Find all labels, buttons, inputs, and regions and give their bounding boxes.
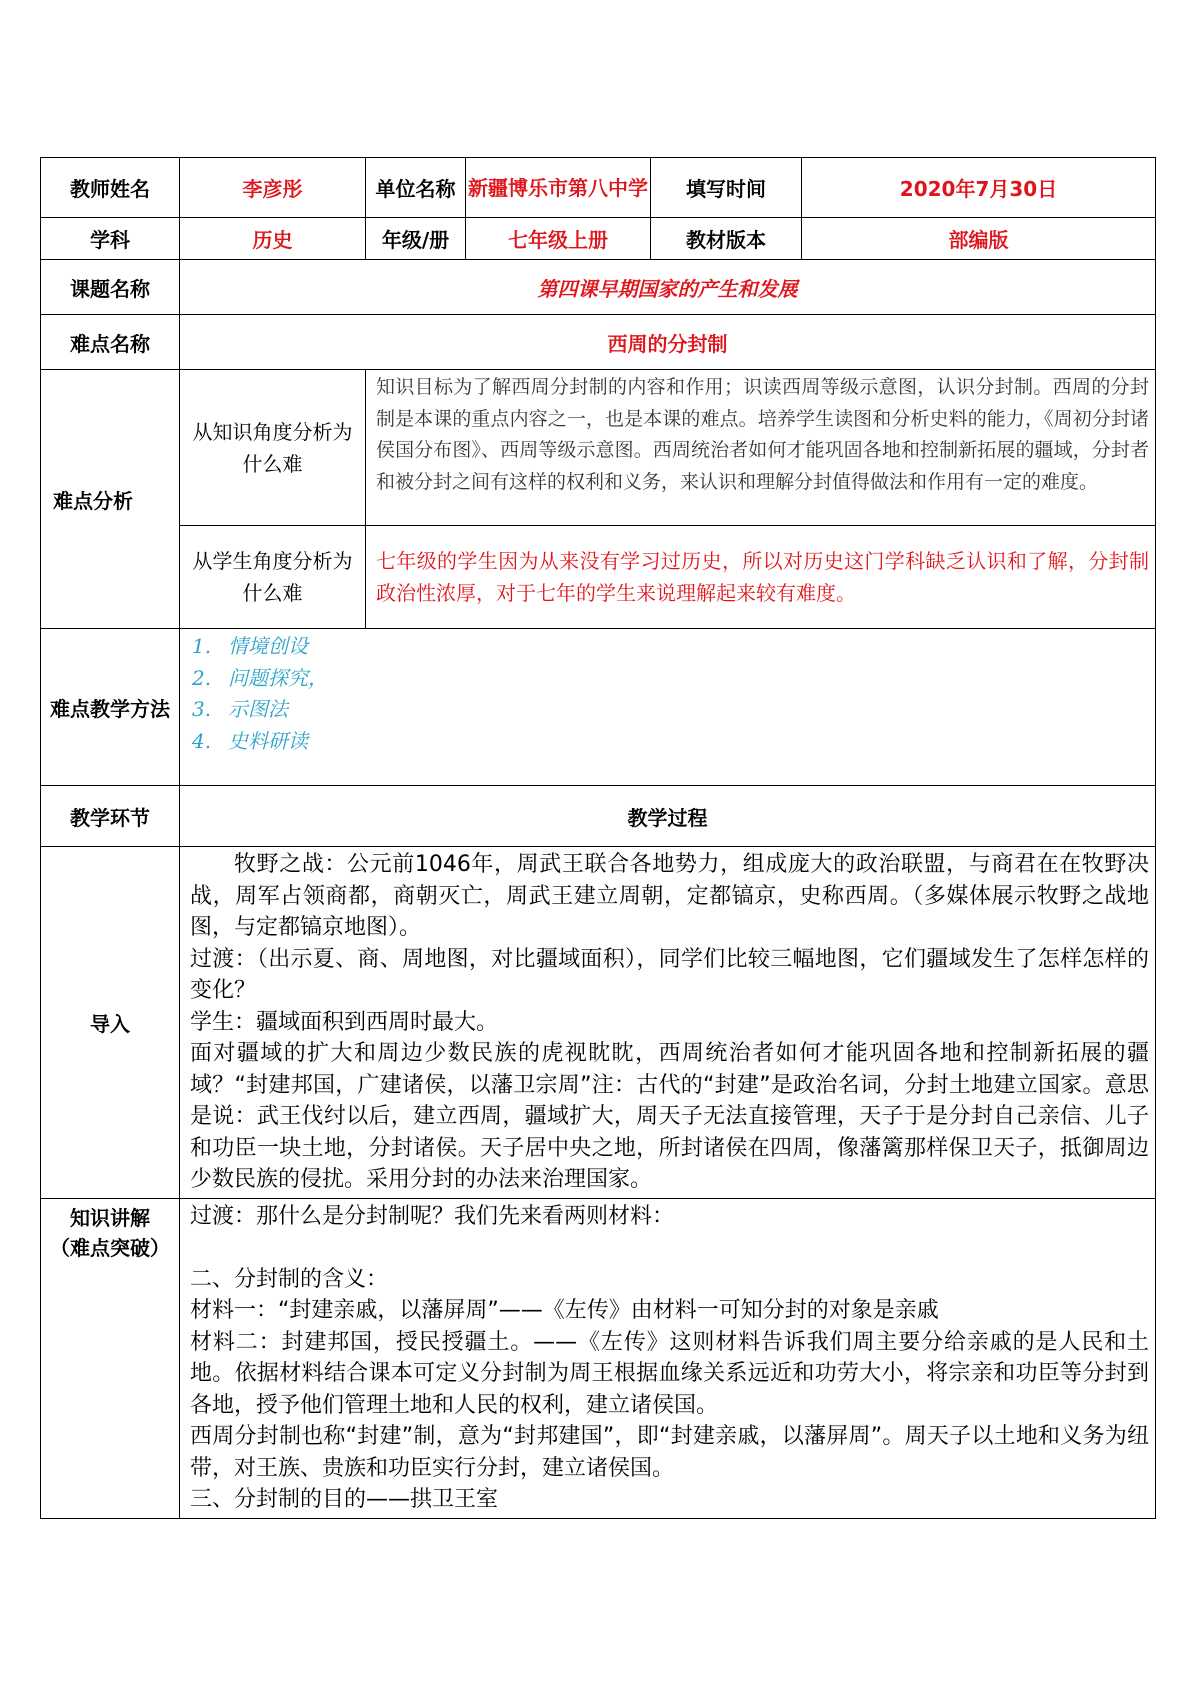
header-row-2 xyxy=(41,218,1156,260)
methods-row xyxy=(41,629,1156,786)
intro-paragraph: 学生：疆域面积到西周时最大。 xyxy=(190,1009,499,1035)
lesson-plan-table xyxy=(40,157,1156,1519)
difficulty-row xyxy=(41,315,1156,370)
method-number: 2. xyxy=(192,665,212,690)
knowledge-paragraph: 二、分封制的含义： xyxy=(190,1266,389,1292)
grade-value: 七年级上册 xyxy=(466,218,651,260)
lesson-plan-document xyxy=(40,157,1155,1519)
methods-list xyxy=(180,629,1156,786)
knowledge-angle-label xyxy=(180,370,366,526)
method-item xyxy=(192,726,1155,758)
analysis-label: 难点分析 xyxy=(41,370,180,629)
analysis-row-student xyxy=(41,526,1156,629)
knowledge-angle-text: 知识目标为了解西周分封制的内容和作用；识读西周等级示意图，认识分封制。西周的分封制是本课的重点内容之一，也是本课的难点。培养学生读图和分析史料的能力，《周初分封诸侯国分布图》、西周等级示意图。西周统治者如何才能巩固各地和控制新拓展的疆域，分封者和被分封之间有这样的权利和义务，来认识和理解分封值得做法和作用有一定的难度。 xyxy=(366,370,1156,526)
unit-value: 新疆博乐市第八中学 xyxy=(466,158,651,218)
edition-value: 部编版 xyxy=(802,218,1156,260)
knowledge-paragraph: 西周分封制也称“封建”制，意为“封邦建国”，即“封建亲戚，以藩屏周”。周天子以土地和义务为纽带，对王族、贵族和功臣实行分封，建立诸侯国。 xyxy=(190,1424,1149,1481)
knowledge-label-line-1: 知识讲解 xyxy=(70,1205,150,1230)
header-row-1 xyxy=(41,158,1156,218)
student-angle-text: 七年级的学生因为从来没有学习过历史，所以对历史这门学科缺乏认识和了解，分封制政治性浓厚，对于七年的学生来说理解起来较有难度。 xyxy=(366,526,1156,629)
intro-paragraph: 过渡：（出示夏、商、周地图，对比疆域面积），同学们比较三幅地图，它们疆域发生了怎样怎样的变化？ xyxy=(190,946,1149,1003)
knowledge-paragraph: 三、分封制的目的——拱卫王室 xyxy=(190,1487,499,1512)
unit-label: 单位名称 xyxy=(366,158,466,218)
analysis-row-knowledge xyxy=(41,370,1156,526)
process-header-label: 教学环节 xyxy=(41,786,180,847)
topic-row xyxy=(41,260,1156,315)
date-label: 填写时间 xyxy=(651,158,802,218)
knowledge-content xyxy=(180,1198,1156,1518)
teacher-value: 李彦彤 xyxy=(180,158,366,218)
method-text: 情境创设 xyxy=(228,634,308,658)
knowledge-angle-label-line-2: 什么难 xyxy=(242,451,303,476)
knowledge-paragraph: 过渡：那什么是分封制呢？我们先来看两则材料： xyxy=(190,1203,675,1229)
knowledge-angle-label-line-1: 从知识角度分析为 xyxy=(192,419,353,444)
process-header-row xyxy=(41,786,1156,847)
method-item xyxy=(192,694,1155,726)
method-number: 3. xyxy=(192,697,212,721)
method-text: 问题探究， xyxy=(228,665,328,690)
student-angle-label-line-1: 从学生角度分析为 xyxy=(192,549,353,573)
method-text: 示图法 xyxy=(228,697,288,721)
methods-label: 难点教学方法 xyxy=(41,629,180,786)
topic-label: 课题名称 xyxy=(41,260,180,315)
subject-label: 学科 xyxy=(41,218,180,260)
method-item xyxy=(192,631,1155,663)
subject-value: 历史 xyxy=(180,218,366,260)
difficulty-label: 难点名称 xyxy=(41,315,180,370)
difficulty-value: 西周的分封制 xyxy=(180,315,1156,370)
intro-paragraph: 牧野之战：公元前1046年，周武王联合各地势力，组成庞大的政治联盟，与商君在在牧野决战，周军占领商都，商朝灭亡，周武王建立周朝，定都镐京，史称西周。（多媒体展示牧野之战地图，与定都镐京地图）。 xyxy=(190,852,1149,940)
student-angle-label-line-2: 什么难 xyxy=(242,581,303,605)
grade-label: 年级/册 xyxy=(366,218,466,260)
intro-paragraph: 面对疆域的扩大和周边少数民族的虎视眈眈，西周统治者如何才能巩固各地和控制新拓展的疆域？“封建邦国，广建诸侯，以藩卫宗周”注：古代的“封建”是政治名词，分封土地建立国家。意思是说：武王伐纣以后，建立西周，疆域扩大，周天子无法直接管理，天子于是分封自己亲信、儿子和功臣一块土地，分封诸侯。天子居中央之地，所封诸侯在四周，像藩篱那样保卫天子，抵御周边少数民族的侵扰。采用分封的办法来治理国家。 xyxy=(190,1041,1149,1192)
knowledge-row xyxy=(41,1198,1156,1518)
knowledge-paragraph: 材料一：“封建亲戚，以藩屏周”——《左传》由材料一可知分封的对象是亲戚 xyxy=(190,1298,939,1323)
intro-row xyxy=(41,847,1156,1199)
topic-value: 第四课早期国家的产生和发展 xyxy=(180,260,1156,315)
knowledge-label-line-2: （难点突破） xyxy=(50,1235,170,1260)
edition-label: 教材版本 xyxy=(651,218,802,260)
intro-label: 导入 xyxy=(41,847,180,1199)
student-angle-label xyxy=(180,526,366,629)
method-number: 1. xyxy=(192,634,212,658)
method-item xyxy=(192,663,1155,695)
date-value: 2020年7月30日 xyxy=(802,158,1156,218)
knowledge-label xyxy=(41,1198,180,1518)
method-number: 4. xyxy=(192,728,212,753)
knowledge-paragraph: 材料二：封建邦国，授民授疆土。——《左传》这则材料告诉我们周主要分给亲戚的是人民和土地。依据材料结合课本可定义分封制为周王根据血缘关系远近和功劳大小，将宗亲和功臣等分封到各地，授予他们管理土地和人民的权利，建立诸侯国。 xyxy=(190,1329,1149,1418)
method-text: 史料研读 xyxy=(228,728,308,753)
process-header-value: 教学过程 xyxy=(180,786,1156,847)
intro-content xyxy=(180,847,1156,1199)
knowledge-blank-line xyxy=(190,1232,1149,1264)
teacher-label: 教师姓名 xyxy=(41,158,180,218)
